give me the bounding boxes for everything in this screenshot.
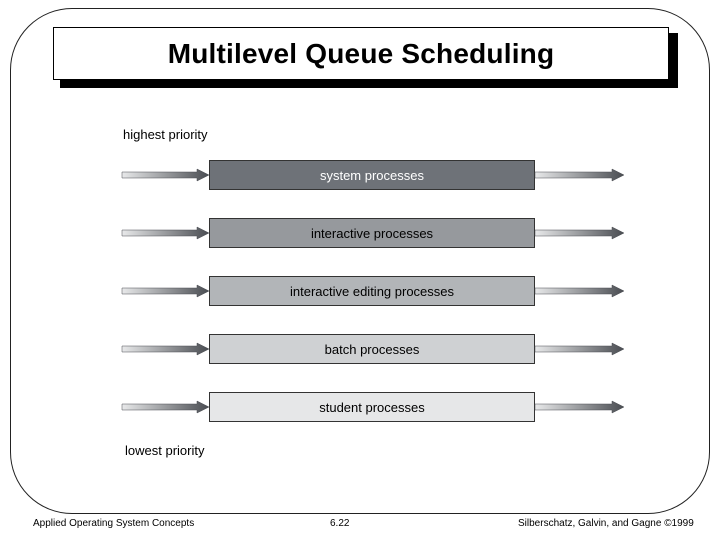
queue-label: system processes [319,167,425,183]
footer-page-number: 6.22 [330,518,350,529]
slide-title: Multilevel Queue Scheduling [167,37,555,69]
queue-row-interactive-editing [122,276,624,306]
queue-bar-interactive [209,218,535,248]
outgoing-arrow-icon [535,401,624,413]
incoming-arrow-icon [122,285,209,297]
incoming-arrow-icon [122,343,209,355]
outgoing-arrow-icon [535,227,624,239]
outgoing-arrow-icon [535,343,624,355]
queue-bar-interactive-editing [209,276,535,306]
queue-label: interactive editing processes [289,283,455,299]
queue-label: student processes [319,399,425,415]
highest-priority-label: highest priority [123,127,208,142]
queue-row-batch [122,334,624,364]
outgoing-arrow-icon [535,169,624,181]
queue-row-student [122,392,624,422]
outgoing-arrow-icon [535,285,624,297]
lowest-priority-label: lowest priority [125,443,205,458]
title-box [53,27,669,80]
incoming-arrow-icon [122,169,209,181]
incoming-arrow-icon [122,401,209,413]
queue-bar-student [209,392,535,422]
queue-bar-system [209,160,535,190]
queue-row-system [122,160,624,190]
queue-row-interactive [122,218,624,248]
queue-label: interactive processes [310,225,434,241]
queue-label: batch processes [324,341,420,357]
footer-copyright: Silberschatz, Galvin, and Gagne ©1999 [518,518,694,529]
incoming-arrow-icon [122,227,209,239]
queue-bar-batch [209,334,535,364]
footer-course-title: Applied Operating System Concepts [33,518,195,529]
